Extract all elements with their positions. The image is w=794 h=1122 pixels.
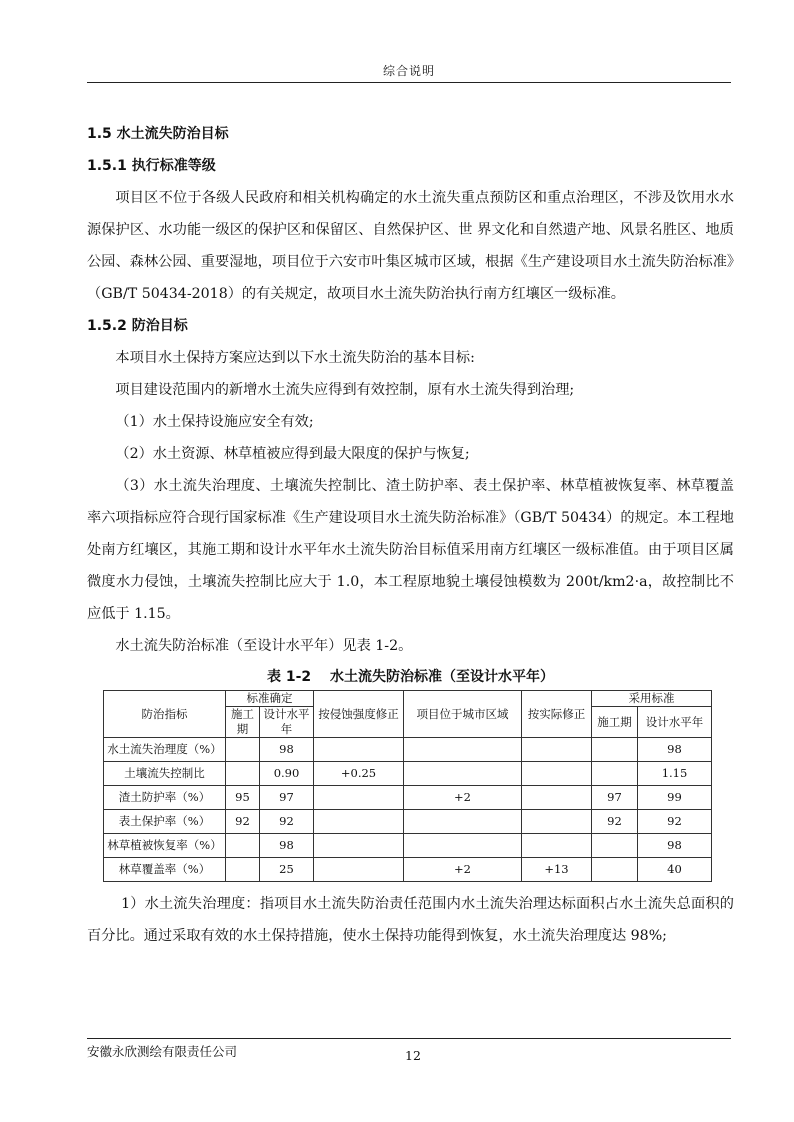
section-heading-1-5-1: 1.5.1 执行标准等级: [87, 158, 216, 174]
paragraph-control-degree: 1）水土流失治理度：指项目水土流失防治责任范围内水土流失治理达标面积占水土流失总面积的百分比。通过采取有效的水土保持措施，使水土保持功能得到恢复，水土流失治理度达 98%;: [87, 896, 734, 944]
footer-company-name: 安徽永欣测绘有限责任公司: [87, 1044, 238, 1059]
cell-std-construction: [226, 858, 260, 882]
list-item-1: （1）水土保持设施应安全有效;: [115, 414, 314, 430]
header-design-year: 设计水平年: [260, 707, 314, 738]
cell-adopted-design: 98: [638, 738, 712, 762]
table-row: [104, 762, 712, 786]
cell-indicator: 水土流失治理度（%）: [104, 738, 226, 762]
cell-erosion: [314, 858, 404, 882]
section-heading-1-5: 1.5 水土流失防治目标: [87, 126, 229, 142]
cell-city: [404, 810, 522, 834]
cell-actual: +13: [522, 858, 592, 882]
header-construction: 施工期: [226, 707, 260, 738]
cell-city: +2: [404, 786, 522, 810]
paragraph-standard-level: 项目区不位于各级人民政府和相关机构确定的水土流失重点预防区和重点治理区，不涉及饮用水水源保护区、水功能一级区的保护区和保留区、自然保护区、世 界文化和自然遗产地、风景名胜区、地质公园、森林公园、重要湿地，项目位于六安市叶集区城市区域，根据《生产建设项目水土流失防治标准》（GB/T 50434-2018）的有关规定，故项目水土流失防治执行南方红壤区一级标准。: [87, 190, 734, 302]
cell-erosion: +0.25: [314, 762, 404, 786]
cell-indicator: 表土保护率（%）: [104, 810, 226, 834]
cell-std-design: 25: [260, 858, 314, 882]
cell-std-design: 98: [260, 738, 314, 762]
document-body: [87, 118, 734, 952]
table-row: [104, 810, 712, 834]
cell-erosion: [314, 738, 404, 762]
table-row: [104, 834, 712, 858]
cell-actual: [522, 834, 592, 858]
footer-divider: [87, 1038, 731, 1039]
cell-indicator: 林草植被恢复率（%）: [104, 834, 226, 858]
standards-table: [103, 690, 712, 882]
cell-indicator: 渣土防护率（%）: [104, 786, 226, 810]
cell-adopted-design: 99: [638, 786, 712, 810]
cell-indicator: 土壤流失控制比: [104, 762, 226, 786]
header-indicator: 防治指标: [104, 691, 226, 738]
table-row: [104, 786, 712, 810]
header-adopted-design-year: 设计水平年: [638, 707, 712, 738]
cell-std-construction: 95: [226, 786, 260, 810]
list-item-3: （3）水土流失治理度、土壤流失控制比、渣土防护率、表土保护率、林草植被恢复率、林草覆盖率六项指标应符合现行国家标准《生产建设项目水土流失防治标准》（GB/T 50434）的规定。本工程地处南方红壤区，其施工期和设计水平年水土流失防治目标值采用南方红壤区一级标准值。由于项目区属微度水力侵蚀，土壤流失控制比应大于 1.0，本工程原地貌土壤侵蚀模数为 200t/km2·a，故控制比不应低于 1.15。: [87, 478, 734, 622]
header-divider: [87, 82, 731, 83]
table-caption: 表 1-2 水土流失防治标准（至设计水平年）: [266, 669, 555, 685]
cell-adopted-construction: [592, 738, 638, 762]
cell-std-construction: [226, 834, 260, 858]
cell-city: +2: [404, 858, 522, 882]
cell-city: [404, 762, 522, 786]
paragraph-basic-targets: 本项目水土保持方案应达到以下水土流失防治的基本目标:: [115, 350, 475, 366]
paragraph-scope: 项目建设范围内的新增水土流失应得到有效控制，原有水土流失得到治理;: [115, 382, 575, 398]
cell-city: [404, 834, 522, 858]
cell-erosion: [314, 810, 404, 834]
cell-adopted-design: 92: [638, 810, 712, 834]
cell-adopted-construction: 97: [592, 786, 638, 810]
cell-std-design: 98: [260, 834, 314, 858]
cell-adopted-design: 40: [638, 858, 712, 882]
cell-std-construction: 92: [226, 810, 260, 834]
cell-adopted-design: 1.15: [638, 762, 712, 786]
cell-std-design: 92: [260, 810, 314, 834]
page-header-title: 综合说明: [382, 64, 435, 78]
cell-adopted-construction: [592, 762, 638, 786]
cell-indicator: 林草覆盖率（%）: [104, 858, 226, 882]
list-item-2: （2）水土资源、林草植被应得到最大限度的保护与恢复;: [115, 446, 470, 462]
paragraph-table-reference: 水土流失防治标准（至设计水平年）见表 1-2。: [115, 638, 413, 654]
cell-adopted-construction: [592, 834, 638, 858]
header-standard: 标准确定: [226, 691, 314, 707]
cell-std-construction: [226, 762, 260, 786]
cell-actual: [522, 810, 592, 834]
cell-actual: [522, 738, 592, 762]
cell-erosion: [314, 834, 404, 858]
header-actual-adjust: 按实际修正: [522, 691, 592, 738]
header-adopted-construction: 施工期: [592, 707, 638, 738]
section-heading-1-5-2: 1.5.2 防治目标: [87, 318, 188, 334]
table-row: [104, 738, 712, 762]
cell-erosion: [314, 786, 404, 810]
cell-actual: [522, 762, 592, 786]
header-erosion-adjust: 按侵蚀强度修正: [314, 691, 404, 738]
table-row: [104, 858, 712, 882]
header-city-area: 项目位于城市区域: [404, 691, 522, 738]
cell-std-design: 0.90: [260, 762, 314, 786]
cell-std-design: 97: [260, 786, 314, 810]
cell-adopted-design: 98: [638, 834, 712, 858]
cell-adopted-construction: [592, 858, 638, 882]
cell-std-construction: [226, 738, 260, 762]
header-adopted: 采用标准: [592, 691, 712, 707]
cell-city: [404, 738, 522, 762]
cell-actual: [522, 786, 592, 810]
page-number: 12: [405, 1048, 421, 1063]
cell-adopted-construction: 92: [592, 810, 638, 834]
